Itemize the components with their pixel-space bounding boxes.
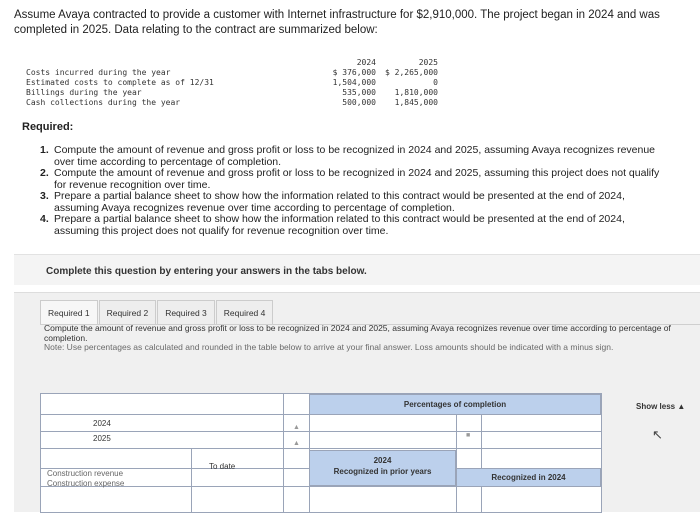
- col-header-2024: 2024: [356, 58, 376, 67]
- instruction-text: Compute the amount of revenue and gross profit or loss to be recognized in 2024 and 2025, assuming Avaya recognizes revenue over time according to percentage of completion.: [44, 323, 671, 343]
- recognized-2024-input[interactable]: [483, 489, 599, 509]
- required-item-number: 2.: [40, 167, 49, 179]
- required-item-2: [40, 168, 670, 191]
- tab-instructions: [44, 324, 694, 353]
- billings-2025: 1,810,000: [394, 88, 438, 97]
- instruction-note: Note: Use percentages as calculated and rounded in the table below to arrive at your final answer. Loss amounts should be indicated with a minus sign.: [44, 342, 614, 352]
- tab-required-1[interactable]: Required 1: [40, 300, 98, 325]
- to-date-header: To date: [209, 462, 236, 471]
- to-date-input[interactable]: [193, 489, 281, 509]
- required-list: [40, 145, 670, 237]
- recognized-prior-input[interactable]: [311, 489, 454, 509]
- year-2024-subheader: 2024: [373, 456, 392, 465]
- required-item-number: 3.: [40, 190, 49, 202]
- row-label-estimated-costs: Estimated costs to complete as of 12/31: [26, 78, 214, 87]
- required-item-4: [40, 214, 670, 237]
- row-label-cash-collections: Cash collections during the year: [26, 98, 181, 107]
- stepper-icon: ▲: [293, 440, 300, 447]
- show-less-toggle[interactable]: Show less ▲: [636, 402, 686, 411]
- recognized-2024-header: Recognized in 2024: [456, 468, 601, 487]
- cash-collections-2024: 500,000: [342, 98, 376, 107]
- billings-2024: 535,000: [342, 88, 376, 97]
- row-label-billings: Billings during the year: [26, 88, 142, 97]
- required-item-number: 4.: [40, 213, 49, 225]
- required-item-number: 1.: [40, 144, 49, 156]
- percent-completion-header: Percentages of completion: [309, 394, 601, 415]
- row-label-costs-incurred: Costs incurred during the year: [26, 68, 171, 77]
- construction-revenue-label: Construction revenue: [47, 469, 124, 478]
- year-2024-label: 2024: [93, 419, 111, 428]
- required-tabs: [40, 300, 274, 324]
- answer-table: [40, 393, 602, 513]
- required-item-text: Compute the amount of revenue and gross profit or loss to be recognized in 2024 and 2025, assuming Avaya recognizes revenue over time according to percentage of completion.: [54, 144, 656, 168]
- problem-intro: Assume Avaya contracted to provide a customer with Internet infrastructure for $2,910,000. The project began in 2024 and was completed in 2025. Data relating to the contract are summarized below:: [14, 9, 660, 36]
- required-item-3: [40, 191, 670, 214]
- col-header-2025: 2025: [418, 58, 438, 67]
- tab-required-2[interactable]: Required 2: [99, 300, 157, 325]
- required-heading: Required:: [22, 121, 74, 133]
- recognized-prior-header: [309, 450, 456, 486]
- cash-collections-2025: 1,845,000: [394, 98, 438, 107]
- complete-prompt: Complete this question by entering your answers in the tabs below.: [46, 266, 367, 277]
- recognized-prior-label: Recognized in prior years: [333, 467, 432, 476]
- construction-expense-label: Construction expense: [47, 479, 125, 488]
- costs-incurred-2024: $ 376,000: [332, 68, 376, 77]
- required-item-text: Prepare a partial balance sheet to show how the information related to this contract would be presented at the end of 2024, assuming Avaya recognizes revenue over time according to percentage of completion.: [54, 190, 625, 214]
- year-2025-label: 2025: [93, 434, 111, 443]
- costs-incurred-2025: $ 2,265,000: [385, 68, 438, 77]
- mouse-cursor-icon: ↖: [652, 427, 663, 442]
- stepper-icon: ▲: [293, 424, 300, 431]
- tab-required-3[interactable]: Required 3: [157, 300, 215, 325]
- estimated-costs-2025: 0: [433, 78, 438, 87]
- required-item-1: [40, 145, 670, 168]
- estimated-costs-2024: 1,504,000: [332, 78, 376, 87]
- required-item-text: Prepare a partial balance sheet to show how the information related to this contract would be presented at the end of 2024, assuming this project does not qualify for revenue recognition over time.: [54, 213, 625, 237]
- stepper-icon: ■: [466, 432, 471, 439]
- required-item-text: Compute the amount of revenue and gross profit or loss to be recognized in 2024 and 2025, assuming this project does not qualify for revenue recognition over time.: [54, 167, 660, 191]
- tab-required-4[interactable]: Required 4: [216, 300, 274, 325]
